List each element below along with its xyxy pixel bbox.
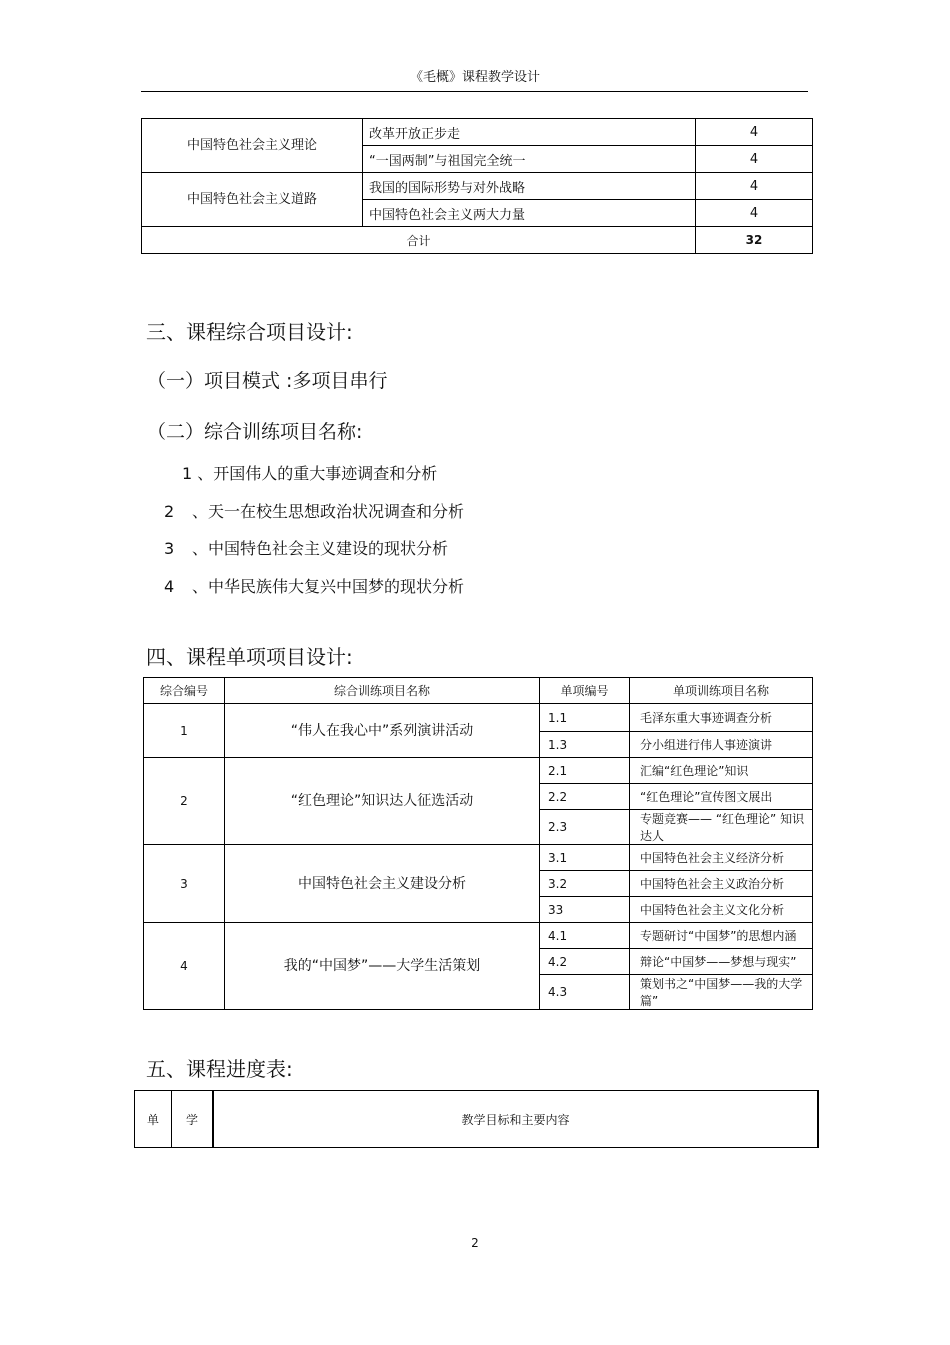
sub-id: 4.2 [540,949,630,975]
column-header: 教学目标和主要内容 [213,1091,818,1148]
sub-name: 辩论“中国梦——梦想与现实” [630,949,813,975]
sub-name: 中国特色社会主义经济分析 [630,845,813,871]
sub-name: 分小组进行伟人事迹演讲 [630,732,813,758]
group-name: “伟人在我心中”系列演讲活动 [225,704,540,758]
sub-name: 汇编“红色理论”知识 [630,758,813,784]
table-row [144,923,813,949]
list-item [164,499,464,522]
sub-id: 33 [540,897,630,923]
list-item-number: 1 [182,464,193,483]
sub-id: 1.3 [540,732,630,758]
group-id: 4 [144,923,225,1010]
column-header: 单项编号 [540,678,630,704]
column-header: 综合编号 [144,678,225,704]
column-header: 单项训练项目名称 [630,678,813,704]
table-header-row [135,1091,819,1148]
list-item-text: 、中国特色社会主义建设的现状分析 [192,539,449,558]
sub-id: 4.3 [540,975,630,1010]
group-id: 1 [144,704,225,758]
topic-cell: “一国两制”与祖国完全统一 [363,146,696,173]
hours-cell: 4 [696,173,813,200]
list-item-text: 、开国伟人的重大事迹调查和分析 [197,464,438,483]
list-item [182,461,437,484]
module-cell: 中国特色社会主义道路 [142,173,363,227]
module-cell: 中国特色社会主义理论 [142,119,363,173]
section3-sub1: （一）项目模式 :多项目串行 [147,370,388,392]
sub-name: 中国特色社会主义文化分析 [630,897,813,923]
topic-cell: 中国特色社会主义两大力量 [363,200,696,227]
list-item-number: 2 [164,502,175,521]
list-item-number: 3 [164,539,175,558]
total-value: 32 [696,227,813,254]
hours-table [141,118,813,254]
sub-id: 1.1 [540,704,630,732]
sub-name: 中国特色社会主义政治分析 [630,871,813,897]
table-row-total [142,227,813,254]
header-divider [141,91,808,92]
section4-heading: 四、课程单项项目设计: [146,645,353,669]
section3-heading: 三、课程综合项目设计: [146,320,353,344]
page-header-title: 《毛概》课程教学设计 [409,70,540,85]
column-header: 单 [135,1091,172,1148]
section5-heading: 五、课程进度表: [146,1057,293,1081]
sub-name: 策划书之“中国梦——我的大学篇” [630,975,813,1010]
hours-cell: 4 [696,119,813,146]
schedule-table [134,1090,819,1148]
column-header: 学 [172,1091,214,1148]
sub-id: 2.3 [540,810,630,845]
sub-id: 3.1 [540,845,630,871]
table-row [142,119,813,146]
group-name: “红色理论”知识达人征选活动 [225,758,540,845]
hours-cell: 4 [696,146,813,173]
group-id: 3 [144,845,225,923]
table-row [142,173,813,200]
group-name: 我的“中国梦”——大学生活策划 [225,923,540,1010]
list-item-text: 、天一在校生思想政治状况调查和分析 [192,502,465,521]
table-row [144,704,813,732]
topic-cell: 我国的国际形势与对外战略 [363,173,696,200]
sub-id: 4.1 [540,923,630,949]
group-name: 中国特色社会主义建设分析 [225,845,540,923]
list-item-text: 、中华民族伟大复兴中国梦的现状分析 [192,577,465,596]
sub-name: “红色理论”宣传图文展出 [630,784,813,810]
table-header-row [144,678,813,704]
list-item-number: 4 [164,577,175,596]
total-label: 合计 [142,227,696,254]
sub-id: 2.1 [540,758,630,784]
list-item [164,574,464,597]
group-id: 2 [144,758,225,845]
section3-sub2: （二）综合训练项目名称: [147,421,363,443]
table-row [144,845,813,871]
sub-id: 2.2 [540,784,630,810]
sub-id: 3.2 [540,871,630,897]
sub-name: 专题竞赛—— “红色理论” 知识达人 [630,810,813,845]
sub-name: 专题研讨“中国梦”的思想内涵 [630,923,813,949]
page-number: 2 [471,1236,479,1250]
column-header: 综合训练项目名称 [225,678,540,704]
hours-cell: 4 [696,200,813,227]
single-project-table [143,677,813,1010]
sub-name: 毛泽东重大事迹调查分析 [630,704,813,732]
list-item [164,536,448,559]
topic-cell: 改革开放正步走 [363,119,696,146]
table-row [144,758,813,784]
